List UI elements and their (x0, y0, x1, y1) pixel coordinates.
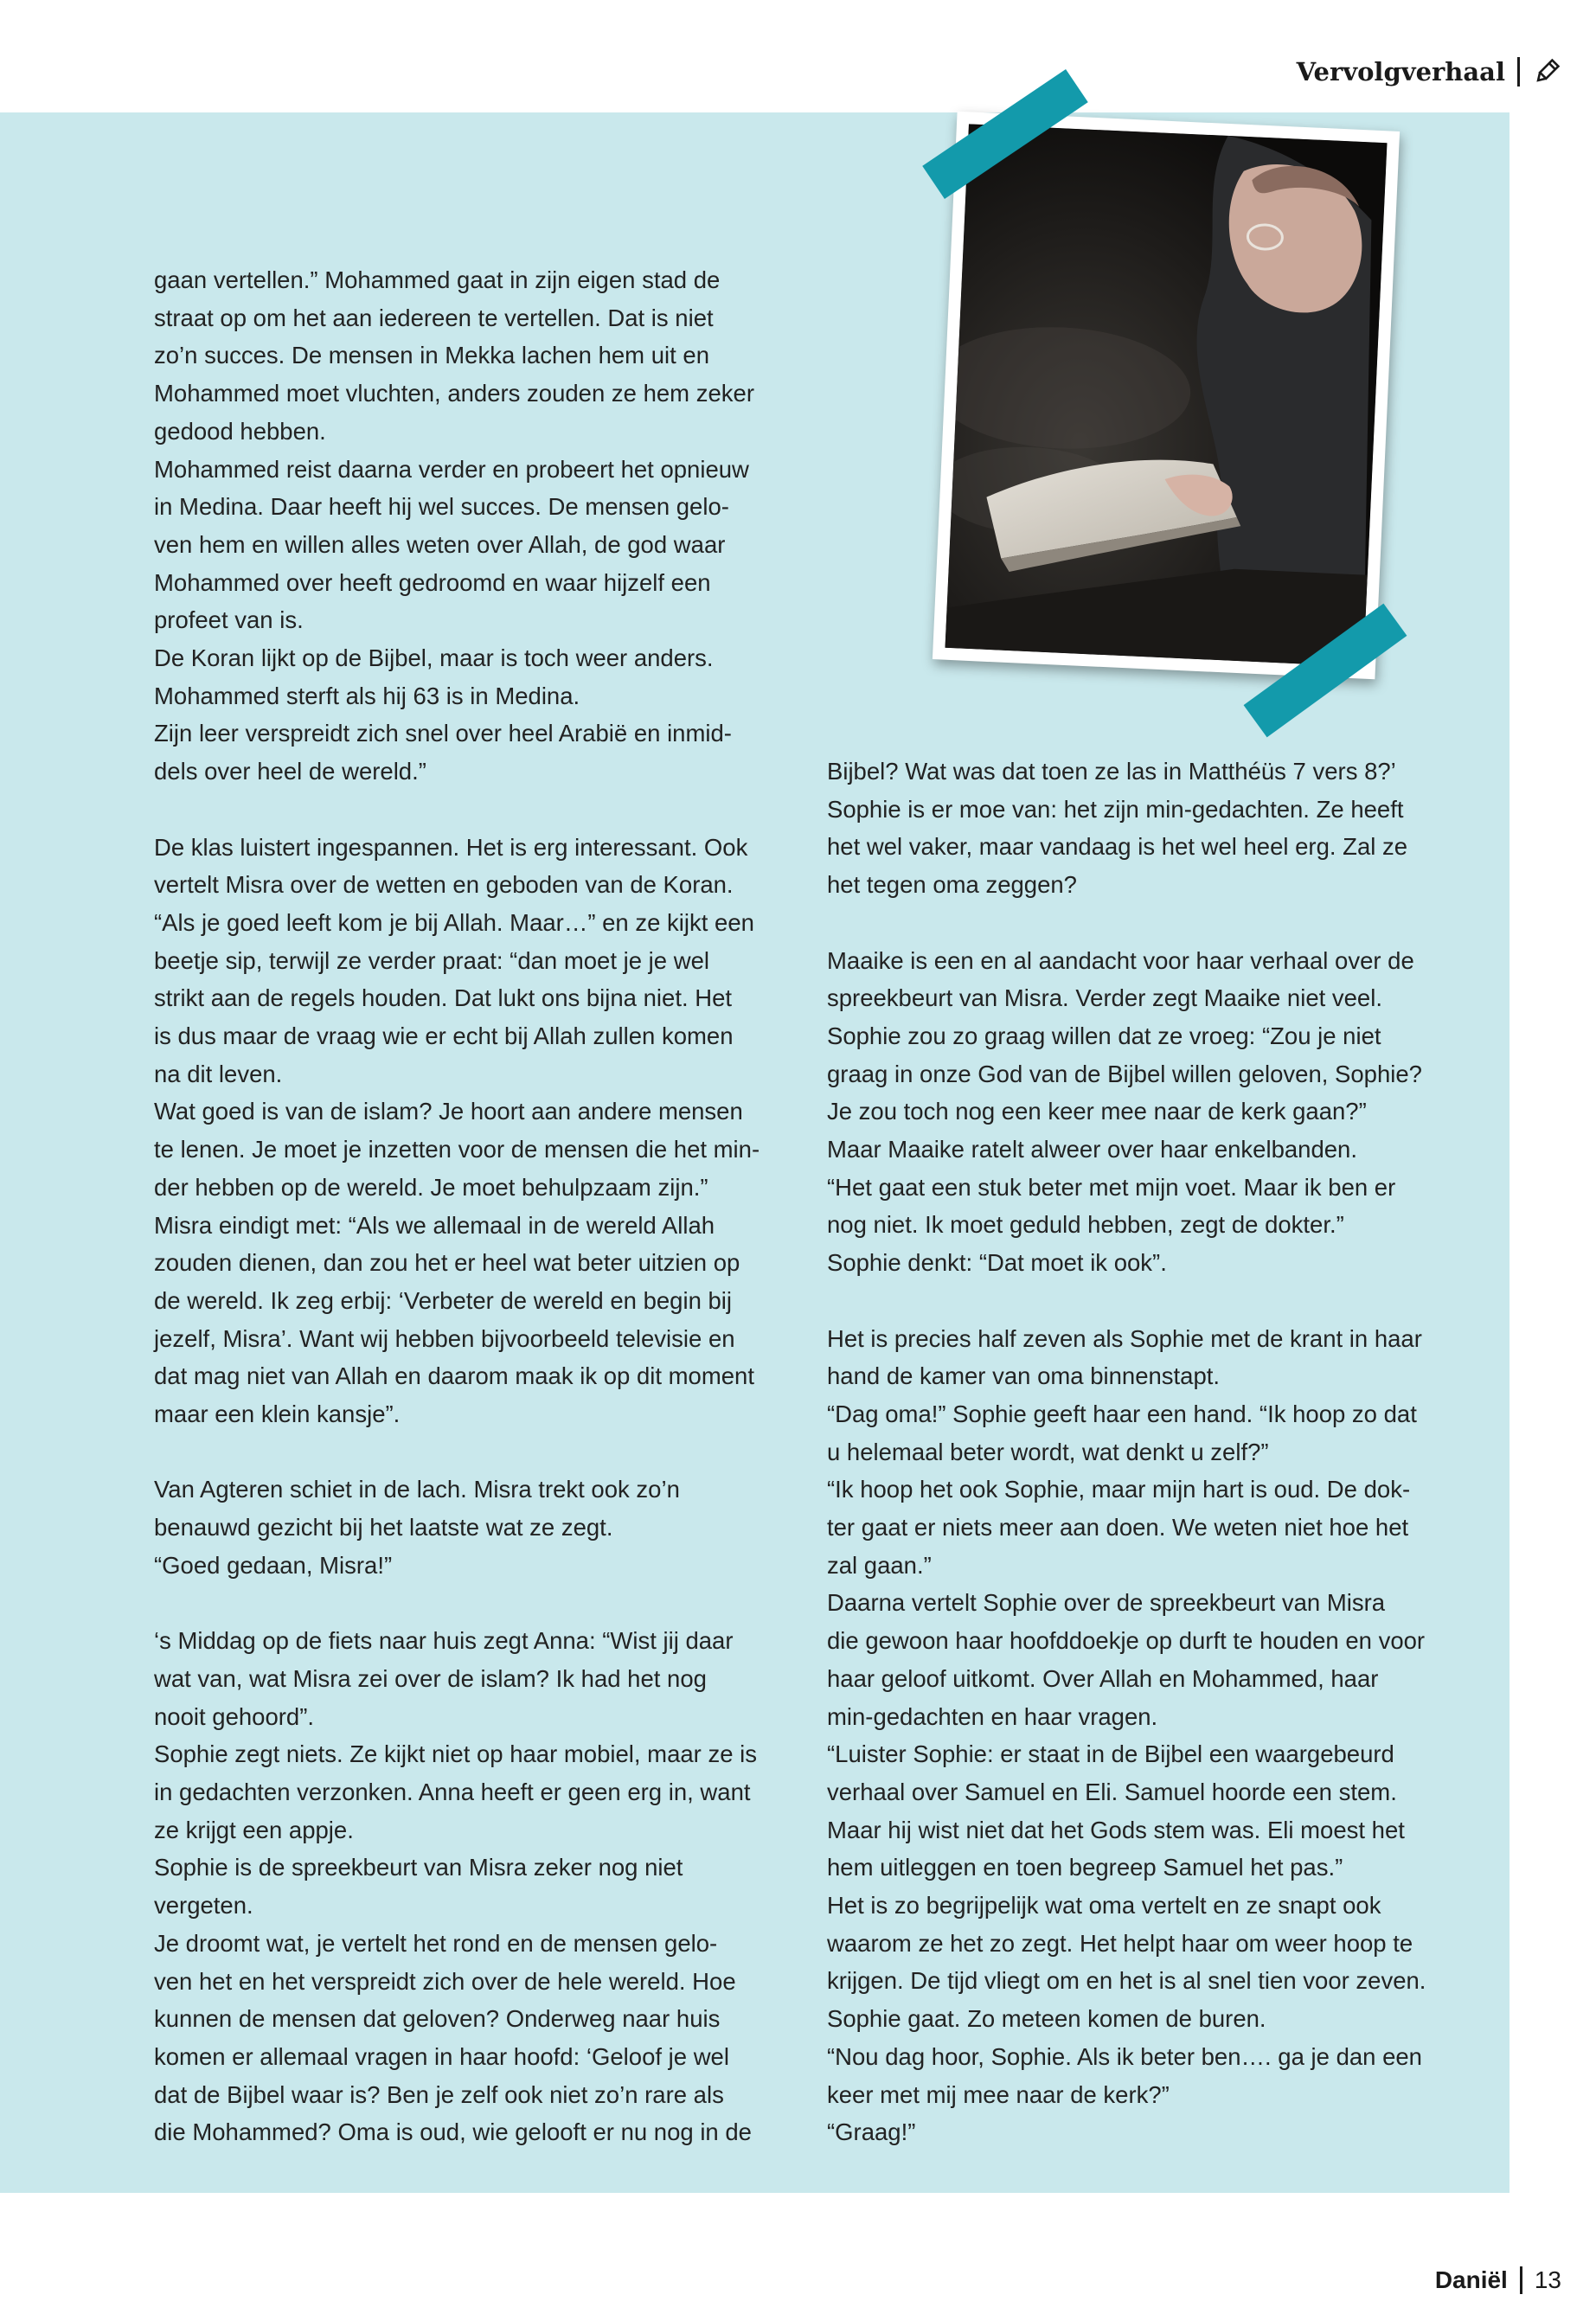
paragraph-gap (827, 904, 1458, 942)
text-line: “Als je goed leeft kom je bij Allah. Maar…” en ze kijkt een (154, 908, 754, 936)
text-line: keer met mij mee naar de kerk?” (827, 2080, 1170, 2108)
text-line: maar een klein kansje”. (154, 1400, 401, 1428)
text-line: die Mohammed? Oma is oud, wie gelooft er nu nog in de (154, 2118, 752, 2146)
text-line: Mohammed sterft als hij 63 is in Medina. (154, 682, 580, 709)
text-line: benauwd gezicht bij het laatste wat ze zegt. (154, 1514, 613, 1541)
text-line: het wel vaker, maar vandaag is het wel heel erg. Zal ze (827, 833, 1408, 861)
text-line: in gedachten verzonken. Anna heeft er geen erg in, want (154, 1779, 751, 1806)
text-line: “Nou dag hoor, Sophie. Als ik beter ben…. ga je dan een (827, 2042, 1422, 2070)
text-line: in Medina. Daar heeft hij wel succes. De mensen gelo- (154, 493, 729, 521)
text-line: Daarna vertelt Sophie over de spreekbeurt van Misra (827, 1589, 1386, 1617)
text-line: gaan vertellen.” Mohammed gaat in zijn eigen stad de (154, 266, 721, 293)
text-line: strikt aan de regels houden. Dat lukt ons bijna niet. Het (154, 984, 733, 1012)
text-line: het tegen oma zeggen? (827, 871, 1077, 899)
text-line: Het is zo begrijpelijk wat oma vertelt en ze snapt ook (827, 1892, 1381, 1920)
text-line: Wat goed is van de islam? Je hoort aan andere mensen (154, 1098, 743, 1125)
text-line: profeet van is. (154, 606, 304, 634)
page-number: 13 (1534, 2266, 1561, 2293)
text-line: Sophie denkt: “Dat moet ik ook”. (827, 1249, 1167, 1277)
text-line: hem uitleggen en toen begreep Samuel het pas.” (827, 1854, 1343, 1881)
text-line: “Graag!” (827, 2118, 916, 2146)
text-line: De klas luistert ingespannen. Het is erg interessant. Ook (154, 833, 748, 861)
text-line: die gewoon haar hoofddoekje op durft te houden en voor (827, 1627, 1426, 1655)
text-line: vergeten. (154, 1892, 253, 1920)
text-line: jezelf, Misra’. Want wij hebben bijvoorbeeld televisie en (154, 1324, 735, 1352)
text-line: Je droomt wat, je vertelt het rond en de mensen gelo- (154, 1929, 718, 1957)
text-line: nog niet. Ik moet geduld hebben, zegt de dokter.” (827, 1211, 1344, 1239)
text-line: min-gedachten en haar vragen. (827, 1702, 1158, 1730)
photo-illustration (945, 124, 1388, 666)
text-line: Misra eindigt met: “Als we allemaal in de wereld Allah (154, 1211, 715, 1239)
right-column (827, 753, 1458, 2151)
text-line: beetje sip, terwijl ze verder praat: “dan moet je je wel (154, 946, 709, 974)
text-line: Mohammed reist daarna verder en probeert het opnieuw (154, 455, 749, 483)
text-line: ter gaat er niets meer aan doen. We weten niet hoe het (827, 1514, 1409, 1541)
text-line: spreekbeurt van Misra. Verder zegt Maaike niet veel. (827, 984, 1382, 1012)
text-line: zal gaan.” (827, 1551, 932, 1579)
text-line: Mohammed moet vluchten, anders zouden ze hem zeker (154, 380, 754, 407)
text-line: “Het gaat een stuk beter met mijn voet. Maar ik ben er (827, 1173, 1396, 1201)
text-line: Je zou toch nog een keer mee naar de kerk gaan?” (827, 1098, 1367, 1125)
photo-reading-bible (945, 124, 1388, 666)
text-line: Bijbel? Wat was dat toen ze las in Matthéüs 7 vers 8?’ (827, 758, 1396, 785)
text-line: Maar hij wist niet dat het Gods stem was. Eli moest het (827, 1816, 1405, 1843)
text-line: ven het en het verspreidt zich over de hele wereld. Hoe (154, 1967, 736, 1995)
text-line: hand de kamer van oma binnenstapt. (827, 1362, 1221, 1390)
text-line: straat op om het aan iedereen te vertellen. Dat is niet (154, 304, 714, 331)
text-line: krijgen. De tijd vliegt om en het is al snel tien voor zeven. (827, 1967, 1426, 1995)
text-line: nooit gehoord”. (154, 1702, 314, 1730)
text-line: zo’n succes. De mensen in Mekka lachen hem uit en (154, 342, 709, 369)
text-line: “Luister Sophie: er staat in de Bijbel een waargebeurd (827, 1740, 1394, 1768)
text-line: Sophie zegt niets. Ze kijkt niet op haar mobiel, maar ze is (154, 1740, 758, 1768)
paragraph-gap (154, 1433, 785, 1471)
text-line: Van Agteren schiet in de lach. Misra trekt ook zo’n (154, 1476, 680, 1503)
text-line: haar geloof uitkomt. Over Allah en Mohammed, haar (827, 1664, 1379, 1692)
text-line: gedood hebben. (154, 417, 326, 445)
text-line: ven hem en willen alles weten over Allah, de god waar (154, 530, 726, 558)
text-line: is dus maar de vraag wie er echt bij Allah zullen komen (154, 1022, 734, 1050)
text-line: u helemaal beter wordt, wat denkt u zelf?” (827, 1438, 1269, 1465)
text-line: kunnen de mensen dat geloven? Onderweg naar huis (154, 2005, 721, 2033)
text-line: Sophie gaat. Zo meteen komen de buren. (827, 2005, 1266, 2033)
header-divider (1517, 57, 1520, 87)
text-line: Het is precies half zeven als Sophie met de krant in haar (827, 1324, 1422, 1352)
footer-divider (1520, 2266, 1522, 2294)
text-line: Sophie is er moe van: het zijn min-gedachten. Ze heeft (827, 795, 1404, 823)
pencil-icon (1532, 57, 1561, 87)
paragraph-gap (154, 791, 785, 829)
page-header (1297, 57, 1561, 87)
text-line: na dit leven. (154, 1060, 283, 1087)
section-title: Vervolgverhaal (1296, 57, 1505, 87)
text-line: Maar Maaike ratelt alweer over haar enkelbanden. (827, 1136, 1357, 1163)
paragraph-gap (827, 1282, 1458, 1320)
text-line: der hebben op de wereld. Je moet behulpzaam zijn.” (154, 1173, 708, 1201)
text-line: graag in onze God van de Bijbel willen geloven, Sophie? (827, 1060, 1422, 1087)
text-line: “Goed gedaan, Misra!” (154, 1551, 393, 1579)
photo-frame (933, 112, 1400, 680)
text-line: komen er allemaal vragen in haar hoofd: ‘Geloof je wel (154, 2043, 729, 2070)
text-line: “Ik hoop het ook Sophie, maar mijn hart is oud. De dok- (827, 1476, 1411, 1503)
text-line: Maaike is een en al aandacht voor haar verhaal over de (827, 946, 1414, 974)
text-line: Sophie is de spreekbeurt van Misra zeker nog niet (154, 1854, 683, 1881)
text-line: ze krijgt een appje. (154, 1816, 354, 1843)
magazine-name: Daniël (1434, 2266, 1508, 2293)
paragraph-gap (154, 1585, 785, 1623)
page-footer (1435, 2266, 1561, 2294)
text-line: de wereld. Ik zeg erbij: ‘Verbeter de wereld en begin bij (154, 1286, 733, 1314)
text-line: dat mag niet van Allah en daarom maak ik op dit moment (154, 1362, 754, 1390)
text-line: Zijn leer verspreidt zich snel over heel Arabië en inmid- (154, 720, 732, 747)
text-line: vertelt Misra over de wetten en geboden van de Koran. (154, 871, 734, 899)
text-line: dat de Bijbel waar is? Ben je zelf ook niet zo’n rare als (154, 2080, 724, 2108)
text-line: wat van, wat Misra zei over de islam? Ik had het nog (154, 1664, 707, 1692)
text-line: Mohammed over heeft gedroomd en waar hijzelf een (154, 568, 711, 596)
text-line: zouden dienen, dan zou het er heel wat beter uitzien op (154, 1249, 740, 1277)
text-line: “Dag oma!” Sophie geeft haar een hand. “Ik hoop zo dat (827, 1400, 1417, 1427)
text-line: De Koran lijkt op de Bijbel, maar is toch weer anders. (154, 644, 714, 672)
left-column (154, 261, 785, 2151)
text-line: ‘s Middag op de fiets naar huis zegt Anna: “Wist jij daar (154, 1627, 734, 1655)
text-line: dels over heel de wereld.” (154, 758, 426, 785)
text-line: Sophie zou zo graag willen dat ze vroeg: “Zou je niet (827, 1022, 1381, 1049)
text-line: waarom ze het zo zegt. Het helpt haar om weer hoop te (827, 1929, 1413, 1957)
text-line: verhaal over Samuel en Eli. Samuel hoorde een stem. (827, 1778, 1397, 1805)
text-line: te lenen. Je moet je inzetten voor de mensen die het min- (154, 1136, 760, 1163)
